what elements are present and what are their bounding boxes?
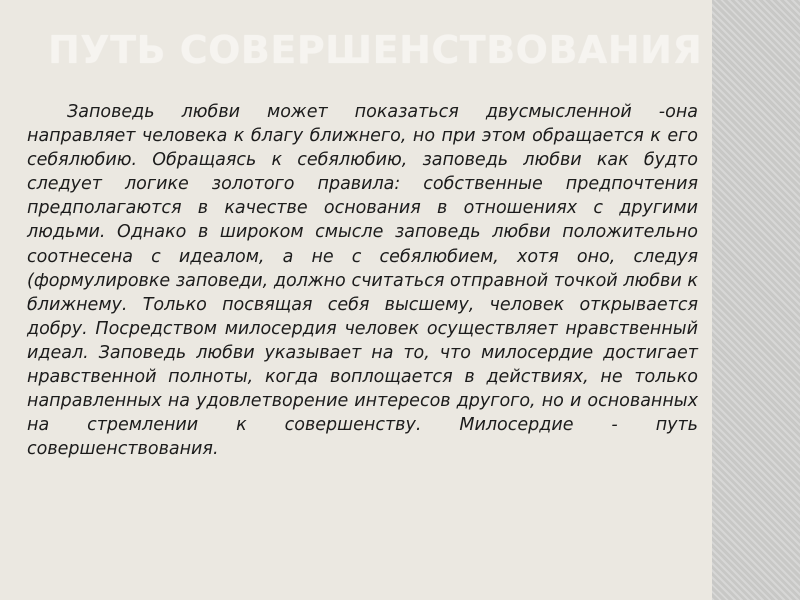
decorative-side-panel (712, 0, 800, 600)
slide-body-text: Заповедь любви может показаться двусмысленной -она направляет человека к благу ближнего, но при этом обращается к его себялюбию. Обращаясь к себялюбию, заповедь любви как будто следует логике золотого правила: собственные предпочтения предполагаются в качестве основания в отношениях с другими людьми. Однако в широком смысле заповедь любви положительно соотнесена с идеалом, а не с себялюбием, хотя оно, следуя (формулировке заповеди, должно считаться отправной точкой любви к ближнему. Только посвящая себя высшему, человек открывается добру. Посредством милосердия человек осуществляет нравственный идеал. Заповедь любви указывает на то, что милосердие достигает нравственной полноты, когда воплощается в действиях, не только направленных на удовлетворение интересов другого, но и основанных на стремлении к совершенству. Милосердие - путь совершенствования. (27, 102, 698, 460)
slide-title: ПУТЬ СОВЕРШЕНСТВОВАНИЯ (48, 28, 703, 72)
